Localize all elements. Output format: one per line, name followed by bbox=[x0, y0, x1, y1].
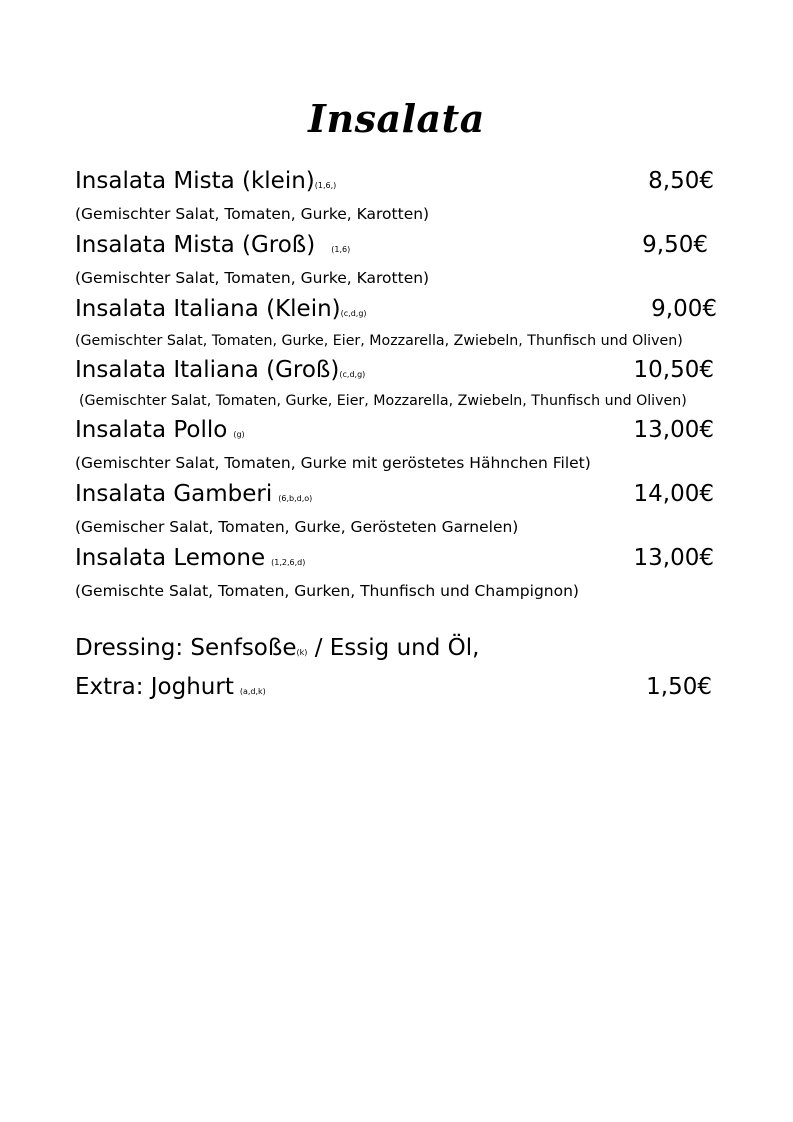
page-title: Insalata bbox=[308, 96, 485, 141]
item-name-pollo bbox=[75, 416, 245, 449]
item-label: Insalata Mista (Groß) bbox=[75, 232, 316, 258]
item-price: 9,00€ bbox=[651, 296, 717, 322]
item-description: (Gemischter Salat, Tomaten, Gurke, Karotten) bbox=[75, 269, 430, 287]
item-description: (Gemischter Salat, Tomaten, Gurke, Eier, Mozzarella, Zwiebeln, Thunfisch und Oliven) bbox=[75, 333, 683, 349]
allergen-codes: (a,d,k) bbox=[239, 687, 266, 696]
allergen-codes: (k) bbox=[296, 648, 308, 657]
dressing-label: Dressing: Senfsoße bbox=[75, 635, 297, 661]
item-description: (Gemischte Salat, Tomaten, Gurken, Thunfisch und Champignon) bbox=[75, 582, 579, 600]
allergen-codes: (c,d,g) bbox=[339, 370, 366, 379]
item-name-italiana-klein bbox=[75, 295, 367, 328]
dressing-options: / Essig und Öl, bbox=[307, 635, 480, 661]
item-label: Insalata Lemone bbox=[75, 545, 266, 571]
dressing-line bbox=[75, 634, 479, 667]
item-name-italiana-gross bbox=[75, 356, 365, 389]
item-name-lemone bbox=[75, 544, 305, 577]
allergen-codes: (1,6,) bbox=[314, 181, 337, 190]
item-name-gamberi bbox=[75, 480, 312, 513]
item-price: 9,50€ bbox=[642, 232, 708, 258]
item-price: 8,50€ bbox=[648, 168, 714, 194]
item-description: (Gemischter Salat, Tomaten, Gurke, Karotten) bbox=[75, 205, 430, 223]
item-label: Insalata Italiana (Groß) bbox=[75, 357, 340, 383]
allergen-codes: (c,d,g) bbox=[340, 309, 367, 318]
extra-price: 1,50€ bbox=[646, 674, 712, 700]
item-price: 13,00€ bbox=[633, 545, 714, 571]
extra-line bbox=[75, 673, 266, 706]
item-label: Insalata Gamberi bbox=[75, 481, 273, 507]
item-label: Insalata Italiana (Klein) bbox=[75, 296, 341, 322]
item-description: (Gemischer Salat, Tomaten, Gurke, Gerösteten Garnelen) bbox=[75, 518, 519, 536]
extra-label: Extra: Joghurt bbox=[75, 674, 234, 700]
item-name-mista-klein bbox=[75, 167, 336, 200]
allergen-codes: (g) bbox=[233, 430, 245, 439]
allergen-codes: (1,2,6,d) bbox=[271, 558, 306, 567]
item-price: 13,00€ bbox=[633, 417, 714, 443]
allergen-codes: (1,6) bbox=[331, 245, 351, 254]
item-label: Insalata Mista (klein) bbox=[75, 168, 315, 194]
item-name-mista-gross bbox=[75, 231, 350, 264]
item-price: 10,50€ bbox=[633, 357, 714, 383]
item-description: (Gemischter Salat, Tomaten, Gurke mit geröstetes Hähnchen Filet) bbox=[75, 454, 591, 472]
item-price: 14,00€ bbox=[633, 481, 714, 507]
allergen-codes: (6,b,d,o) bbox=[278, 494, 313, 503]
item-label: Insalata Pollo bbox=[75, 417, 228, 443]
item-description: (Gemischter Salat, Tomaten, Gurke, Eier, Mozzarella, Zwiebeln, Thunfisch und Oliven) bbox=[79, 393, 687, 409]
